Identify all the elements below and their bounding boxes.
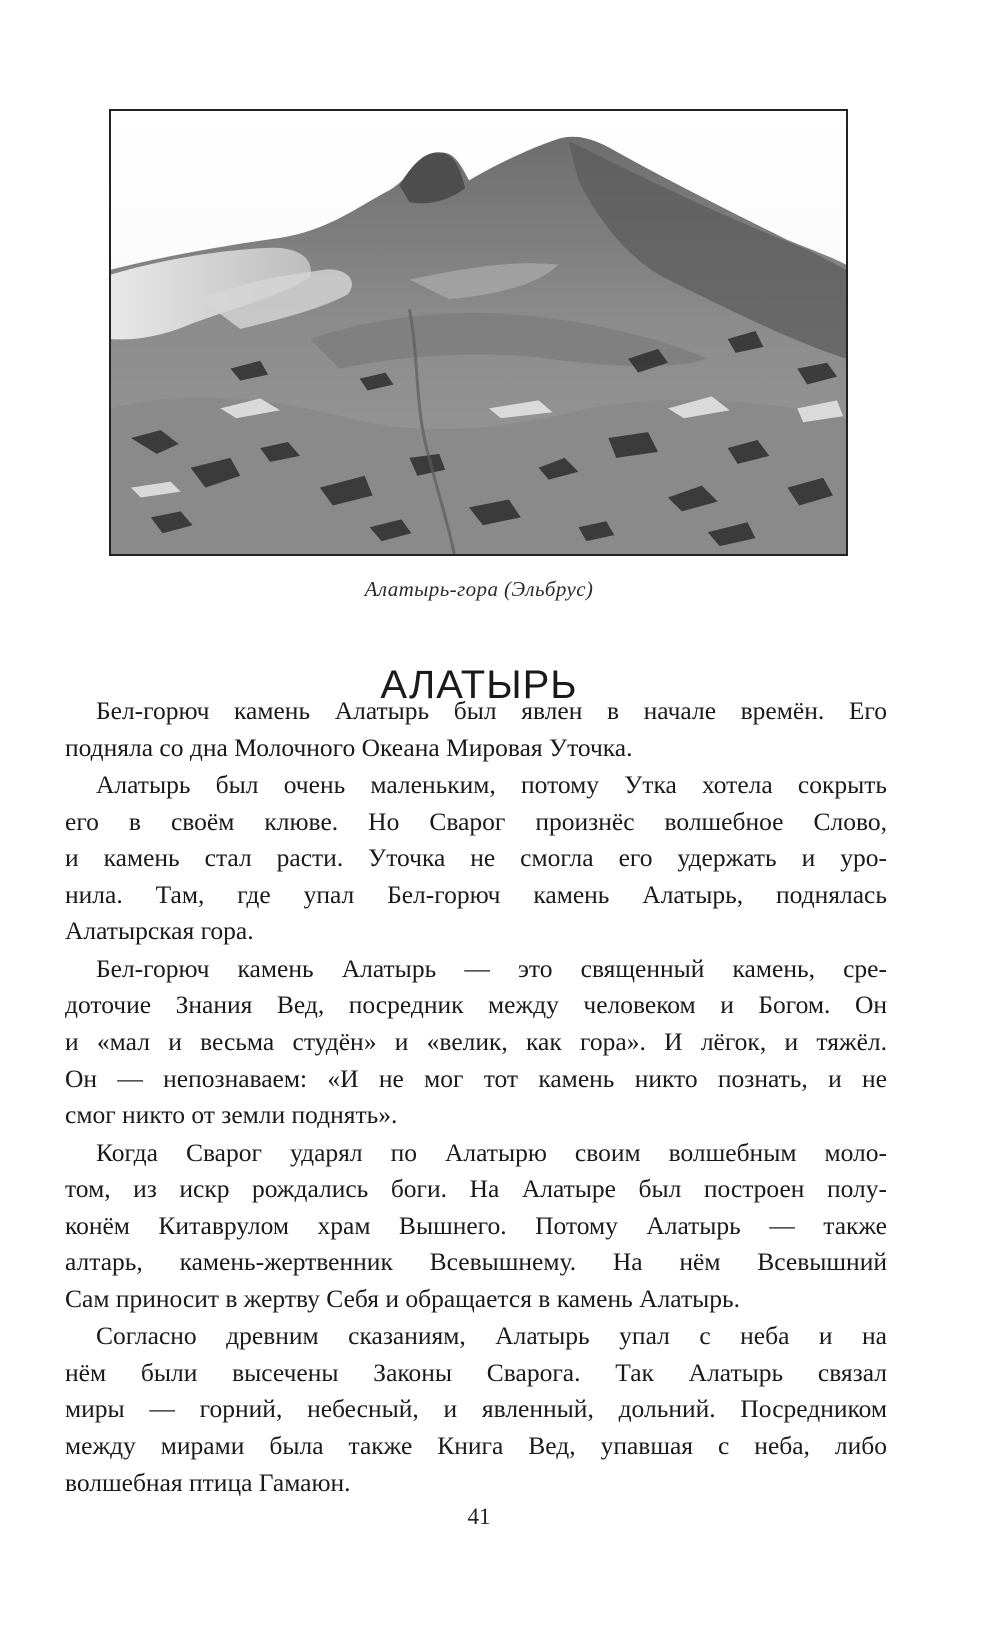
paragraph-1 bbox=[65, 693, 887, 766]
paragraph-4 bbox=[65, 1135, 887, 1318]
figure-caption: Алатырь-гора (Эльбрус) bbox=[364, 577, 594, 601]
text-line: Согласно древним сказаниям, Алатырь упал с неба и на bbox=[96, 1321, 887, 1351]
text-line: Алатырь был очень маленьким, потому Утка хотела сокрыть bbox=[96, 769, 887, 799]
mountain-photo bbox=[109, 109, 848, 556]
body-text bbox=[65, 693, 887, 1502]
text-line: Когда Сварог ударял по Алатырю своим волшебным моло- bbox=[96, 1137, 887, 1167]
text-line: волшебная птица Гамаюн. bbox=[65, 1467, 351, 1497]
text-line: доточие Знания Вед, посредник между человеком и Богом. Он bbox=[65, 990, 887, 1020]
text-line: алтарь, камень-жертвенник Всевышнему. На нём Всевышний bbox=[65, 1247, 887, 1277]
page-title: АЛАТЫРЬ bbox=[380, 662, 578, 707]
text-line: между мирами была также Книга Вед, упавшая с неба, либо bbox=[65, 1431, 887, 1461]
text-line: его в своём клюве. Но Сварог произнёс волшебное Слово, bbox=[65, 806, 887, 836]
page-number: 41 bbox=[467, 1504, 491, 1529]
paragraph-5 bbox=[65, 1318, 887, 1501]
text-line: Он — непознаваем: «И не мог тот камень никто познать, и не bbox=[65, 1063, 887, 1093]
text-line: конём Китаврулом храм Вышнего. Потому Алатырь — также bbox=[65, 1210, 887, 1240]
text-line: смог никто от земли поднять». bbox=[65, 1100, 398, 1130]
text-line: Сам приносит в жертву Себя и обращается в камень Алатырь. bbox=[65, 1283, 740, 1313]
text-line: миры — горний, небесный, и явленный, дольний. Посредником bbox=[65, 1394, 887, 1424]
text-line: и камень стал расти. Уточка не смогла его удержать и уро- bbox=[65, 843, 887, 873]
text-line: нём были высечены Законы Сварога. Так Алатырь связал bbox=[65, 1357, 887, 1387]
elbrus-photo-illustration bbox=[111, 111, 846, 554]
text-line: и «мал и весьма студён» и «велик, как гора». И лёгок, и тяжёл. bbox=[65, 1026, 887, 1056]
paragraph-3 bbox=[65, 951, 887, 1134]
text-line: нила. Там, где упал Бел-горюч камень Алатырь, поднялась bbox=[65, 879, 887, 909]
text-line: Бел-горюч камень Алатырь был явлен в начале времён. Его bbox=[96, 696, 887, 725]
paragraph-2 bbox=[65, 767, 887, 950]
text-line: Бел-горюч камень Алатырь — это священный камень, сре- bbox=[96, 953, 887, 983]
text-line: том, из искр рождались боги. На Алатыре был построен полу- bbox=[65, 1174, 887, 1204]
text-line: Алатырская гора. bbox=[65, 916, 254, 946]
text-line: подняла со дна Молочного Океана Мировая Уточка. bbox=[65, 732, 633, 762]
